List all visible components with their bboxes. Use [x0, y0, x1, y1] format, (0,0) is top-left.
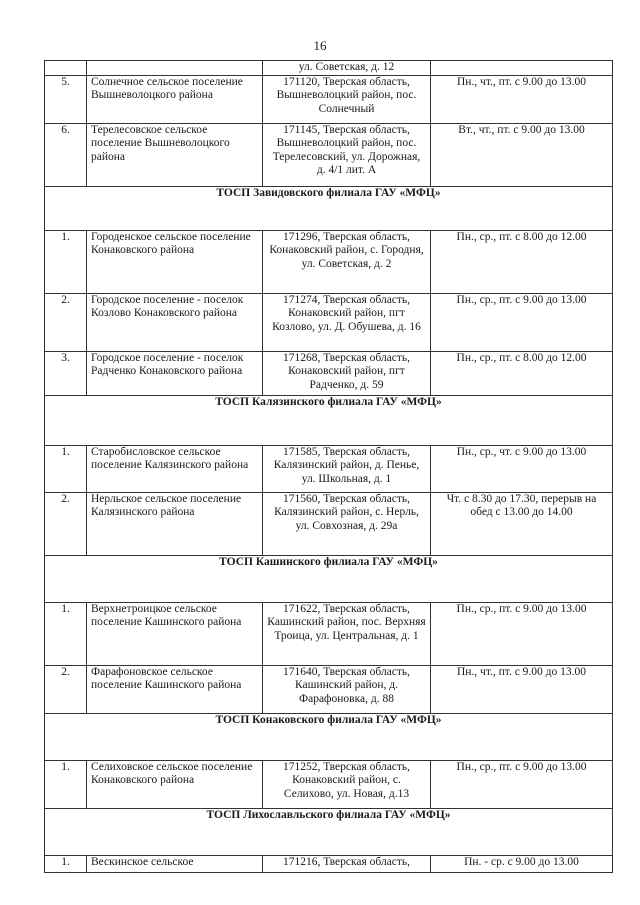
address: 171560, Тверская область, Калязинский район, с. Нерль, ул. Совхозная, д. 29а [263, 492, 431, 555]
schedule: Пн., чт., пт. с 9.00 до 13.00 [431, 75, 613, 123]
address: 171274, Тверская область, Конаковский район, пгт Козлово, ул. Д. Обушева, д. 16 [263, 293, 431, 351]
table-row [45, 855, 613, 872]
section-header-row [45, 808, 613, 855]
continuation-address: ул. Советская, д. 12 [263, 61, 431, 76]
row-number: 1. [45, 855, 87, 872]
settlement-name: Верхнетроицкое сельское поселение Кашинского района [87, 602, 263, 665]
section-title: ТОСП Калязинского филиала ГАУ «МФЦ» [45, 395, 613, 445]
table-row [45, 445, 613, 492]
row-number: 2. [45, 293, 87, 351]
row-number: 1. [45, 602, 87, 665]
address: 171640, Тверская область, Кашинский район, д. Фарафоновка, д. 88 [263, 665, 431, 713]
settlement-name: Городенское сельское поселение Конаковского района [87, 230, 263, 293]
section-header-row [45, 395, 613, 445]
schedule: Пн., ср., пт. с 9.00 до 13.00 [431, 602, 613, 665]
settlement-name: Селиховское сельское поселение Конаковского района [87, 760, 263, 808]
schedule: Пн., ср., пт. с 9.00 до 13.00 [431, 760, 613, 808]
page-number: 16 [313, 38, 327, 53]
row-number: 6. [45, 123, 87, 186]
row-number: 1. [45, 760, 87, 808]
schedule: Вт., чт., пт. с 9.00 до 13.00 [431, 123, 613, 186]
row-number: 5. [45, 75, 87, 123]
table-row [45, 230, 613, 293]
section-header-row [45, 713, 613, 760]
section-title: ТОСП Лихославльского филиала ГАУ «МФЦ» [45, 808, 613, 855]
schedule: Чт. с 8.30 до 17.30, перерыв на обед с 13.00 до 14.00 [431, 492, 613, 555]
table-row [45, 75, 613, 123]
settlement-name: Терелесовское сельское поселение Вышневолоцкого района [87, 123, 263, 186]
address: 171622, Тверская область, Кашинский район, пос. Верхняя Троица, ул. Центральная, д. 1 [263, 602, 431, 665]
schedule: Пн., ср., пт. с 8.00 до 12.00 [431, 230, 613, 293]
table-row [45, 492, 613, 555]
table-row [45, 665, 613, 713]
address: 171585, Тверская область, Калязинский район, д. Пенье, ул. Школьная, д. 1 [263, 445, 431, 492]
table-row [45, 61, 613, 76]
settlement-name: Городское поселение - поселок Козлово Конаковского района [87, 293, 263, 351]
schedule: Пн., ср., чт. с 9.00 до 13.00 [431, 445, 613, 492]
settlement-name: Солнечное сельское поселение Вышневолоцкого района [87, 75, 263, 123]
settlement-name: Вескинское сельское [87, 855, 263, 872]
schedule: Пн. - ср. с 9.00 до 13.00 [431, 855, 613, 872]
table-row [45, 293, 613, 351]
row-number: 1. [45, 445, 87, 492]
table-row [45, 760, 613, 808]
offices-table [44, 60, 613, 873]
table-row [45, 602, 613, 665]
address: 171145, Тверская область, Вышневолоцкий район, пос. Терелесовский, ул. Дорожная, д. 4/1 лит. А [263, 123, 431, 186]
row-number: 3. [45, 351, 87, 395]
address: 171296, Тверская область, Конаковский район, с. Городня, ул. Советская, д. 2 [263, 230, 431, 293]
row-number: 1. [45, 230, 87, 293]
address: 171120, Тверская область, Вышневолоцкий район, пос. Солнечный [263, 75, 431, 123]
table-row [45, 351, 613, 395]
address: 171252, Тверская область, Конаковский район, с. Селихово, ул. Новая, д.13 [263, 760, 431, 808]
table-row [45, 123, 613, 186]
row-number: 2. [45, 665, 87, 713]
settlement-name: Фарафоновское сельское поселение Кашинского района [87, 665, 263, 713]
section-title: ТОСП Кашинского филиала ГАУ «МФЦ» [45, 555, 613, 602]
settlement-name: Нерльское сельское поселение Калязинского района [87, 492, 263, 555]
section-title: ТОСП Завидовского филиала ГАУ «МФЦ» [45, 186, 613, 230]
address: 171268, Тверская область, Конаковский район, пгт Радченко, д. 59 [263, 351, 431, 395]
settlement-name: Городское поселение - поселок Радченко Конаковского района [87, 351, 263, 395]
address: 171216, Тверская область, [263, 855, 431, 872]
section-title: ТОСП Конаковского филиала ГАУ «МФЦ» [45, 713, 613, 760]
section-header-row [45, 555, 613, 602]
row-number: 2. [45, 492, 87, 555]
schedule: Пн., чт., пт. с 9.00 до 13.00 [431, 665, 613, 713]
section-header-row [45, 186, 613, 230]
schedule: Пн., ср., пт. с 9.00 до 13.00 [431, 293, 613, 351]
settlement-name: Старобисловское сельское поселение Калязинского района [87, 445, 263, 492]
schedule: Пн., ср., пт. с 8.00 до 12.00 [431, 351, 613, 395]
